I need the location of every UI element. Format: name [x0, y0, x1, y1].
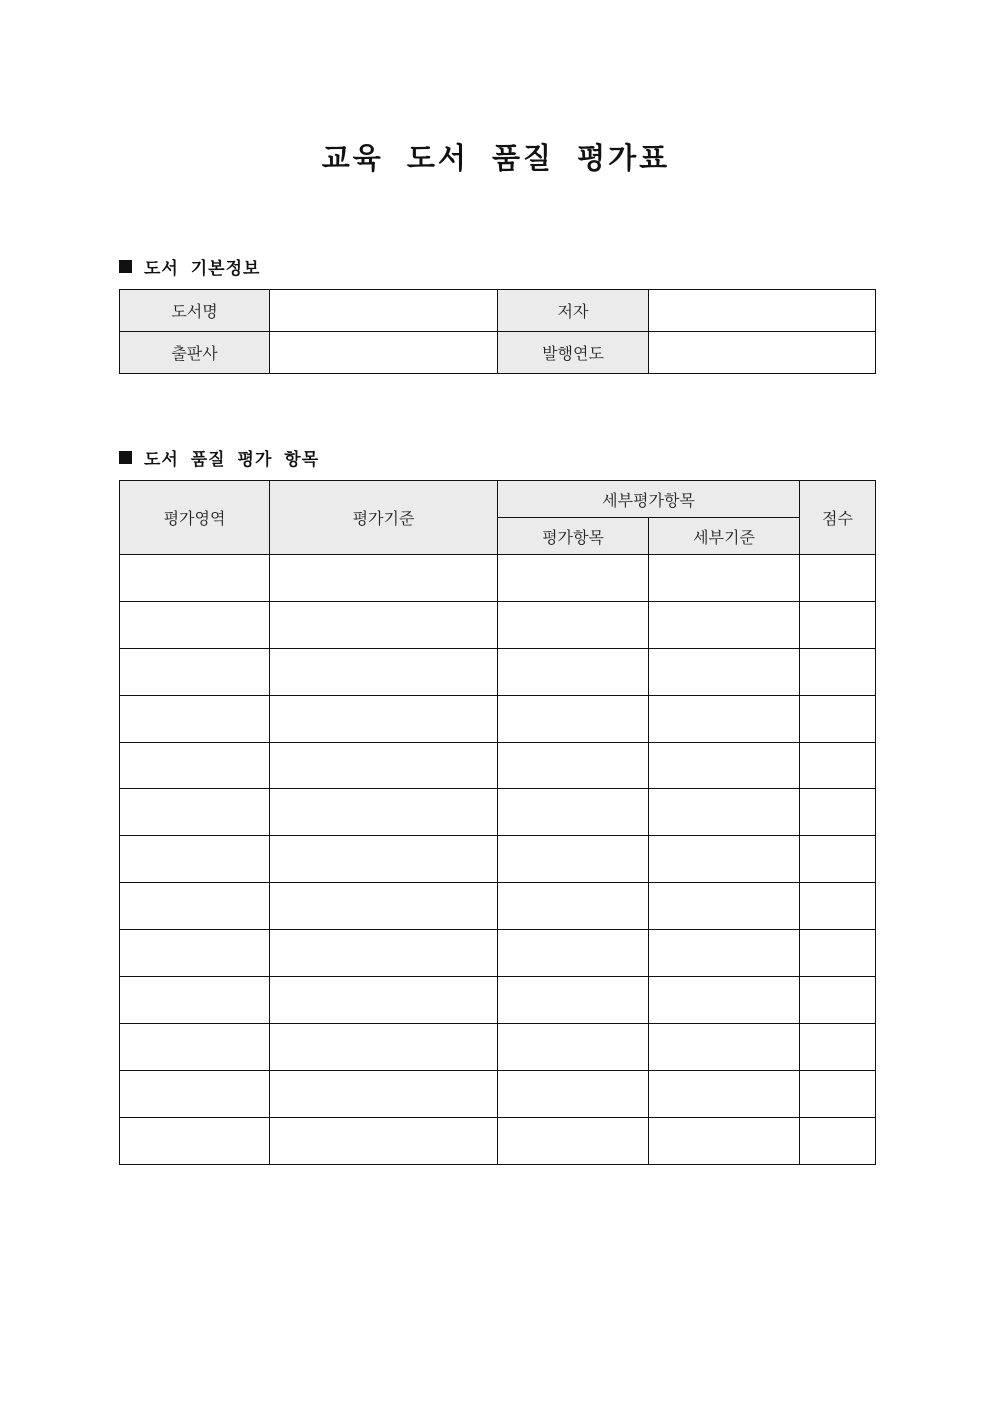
criteria-cell[interactable] — [270, 742, 498, 789]
area-cell[interactable] — [120, 648, 270, 695]
detail-cell[interactable] — [649, 1070, 800, 1117]
criteria-cell[interactable] — [270, 1117, 498, 1164]
criteria-cell[interactable] — [270, 1023, 498, 1070]
header-criteria: 평가기준 — [270, 481, 498, 555]
square-bullet-icon — [119, 451, 132, 464]
score-cell[interactable] — [800, 836, 876, 883]
criteria-cell[interactable] — [270, 836, 498, 883]
detail-cell[interactable] — [649, 883, 800, 930]
detail-cell[interactable] — [649, 555, 800, 602]
header-detail-criteria: 세부기준 — [649, 518, 800, 555]
criteria-cell[interactable] — [270, 555, 498, 602]
publication-year-field[interactable] — [649, 332, 876, 374]
item-cell[interactable] — [498, 977, 649, 1024]
page-title: 교육 도서 품질 평가표 — [321, 141, 671, 175]
author-field[interactable] — [649, 290, 876, 332]
area-cell[interactable] — [120, 930, 270, 977]
item-cell[interactable] — [498, 1070, 649, 1117]
score-cell[interactable] — [800, 742, 876, 789]
item-cell[interactable] — [498, 555, 649, 602]
table-row — [120, 930, 876, 977]
item-cell[interactable] — [498, 695, 649, 742]
table-row — [120, 332, 876, 374]
header-detail-group: 세부평가항목 — [498, 481, 800, 518]
header-row — [120, 481, 876, 518]
item-cell[interactable] — [498, 883, 649, 930]
table-row — [120, 290, 876, 332]
score-cell[interactable] — [800, 930, 876, 977]
title-field[interactable] — [270, 290, 498, 332]
item-cell[interactable] — [498, 601, 649, 648]
area-cell[interactable] — [120, 1070, 270, 1117]
label-publication-year: 발행연도 — [498, 332, 649, 374]
detail-cell[interactable] — [649, 789, 800, 836]
detail-cell[interactable] — [649, 1023, 800, 1070]
score-cell[interactable] — [800, 883, 876, 930]
header-score: 점수 — [800, 481, 876, 555]
table-row — [120, 1070, 876, 1117]
area-cell[interactable] — [120, 883, 270, 930]
item-cell[interactable] — [498, 789, 649, 836]
header-item: 평가항목 — [498, 518, 649, 555]
item-cell[interactable] — [498, 930, 649, 977]
table-row — [120, 742, 876, 789]
criteria-cell[interactable] — [270, 1070, 498, 1117]
criteria-cell[interactable] — [270, 789, 498, 836]
detail-cell[interactable] — [649, 695, 800, 742]
criteria-cell[interactable] — [270, 695, 498, 742]
item-cell[interactable] — [498, 1023, 649, 1070]
section-heading-evaluation — [119, 445, 319, 470]
label-title: 도서명 — [120, 290, 270, 332]
item-cell[interactable] — [498, 742, 649, 789]
table-row — [120, 836, 876, 883]
score-cell[interactable] — [800, 1023, 876, 1070]
area-cell[interactable] — [120, 977, 270, 1024]
table-row — [120, 1023, 876, 1070]
score-cell[interactable] — [800, 1070, 876, 1117]
square-bullet-icon — [119, 260, 132, 273]
table-row — [120, 648, 876, 695]
area-cell[interactable] — [120, 1023, 270, 1070]
score-cell[interactable] — [800, 601, 876, 648]
table-row — [120, 695, 876, 742]
header-area: 평가영역 — [120, 481, 270, 555]
detail-cell[interactable] — [649, 977, 800, 1024]
detail-cell[interactable] — [649, 601, 800, 648]
table-row — [120, 977, 876, 1024]
detail-cell[interactable] — [649, 742, 800, 789]
table-row — [120, 883, 876, 930]
basic-info-table — [119, 289, 876, 374]
label-publisher: 출판사 — [120, 332, 270, 374]
score-cell[interactable] — [800, 695, 876, 742]
score-cell[interactable] — [800, 555, 876, 602]
item-cell[interactable] — [498, 1117, 649, 1164]
publisher-field[interactable] — [270, 332, 498, 374]
detail-cell[interactable] — [649, 1117, 800, 1164]
area-cell[interactable] — [120, 1117, 270, 1164]
score-cell[interactable] — [800, 1117, 876, 1164]
table-row — [120, 555, 876, 602]
area-cell[interactable] — [120, 555, 270, 602]
section-heading-text: 도서 기본정보 — [144, 259, 261, 279]
score-cell[interactable] — [800, 648, 876, 695]
section-heading-basic-info — [119, 254, 260, 279]
criteria-cell[interactable] — [270, 930, 498, 977]
area-cell[interactable] — [120, 789, 270, 836]
table-row — [120, 601, 876, 648]
criteria-cell[interactable] — [270, 977, 498, 1024]
criteria-cell[interactable] — [270, 601, 498, 648]
area-cell[interactable] — [120, 836, 270, 883]
detail-cell[interactable] — [649, 930, 800, 977]
label-author: 저자 — [498, 290, 649, 332]
table-row — [120, 789, 876, 836]
area-cell[interactable] — [120, 601, 270, 648]
table-row — [120, 1117, 876, 1164]
detail-cell[interactable] — [649, 836, 800, 883]
area-cell[interactable] — [120, 742, 270, 789]
score-cell[interactable] — [800, 977, 876, 1024]
item-cell[interactable] — [498, 648, 649, 695]
area-cell[interactable] — [120, 695, 270, 742]
criteria-cell[interactable] — [270, 648, 498, 695]
score-cell[interactable] — [800, 789, 876, 836]
detail-cell[interactable] — [649, 648, 800, 695]
evaluation-table — [119, 480, 876, 1165]
criteria-cell[interactable] — [270, 883, 498, 930]
item-cell[interactable] — [498, 836, 649, 883]
section-heading-text: 도서 품질 평가 항목 — [144, 450, 320, 470]
